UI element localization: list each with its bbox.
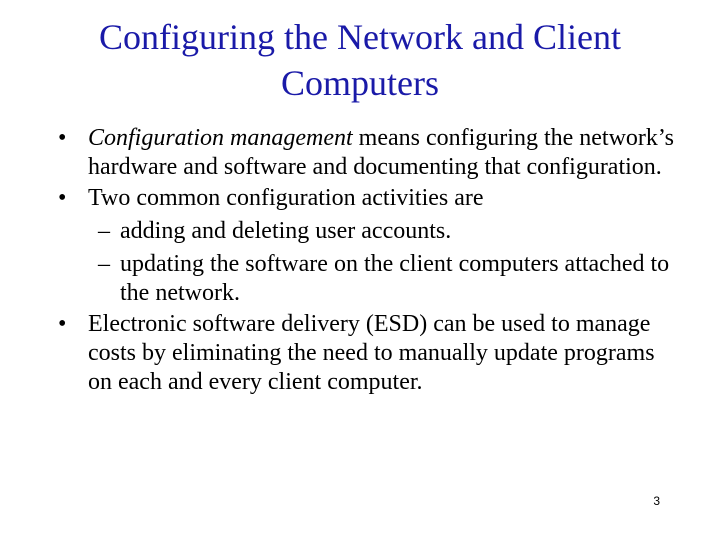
bullet-text: means configuring the network’s hardware and software and documenting that configuration. xyxy=(88,125,674,180)
bullet-text: Two common configuration activities are xyxy=(88,185,484,211)
bullet-list xyxy=(58,124,678,399)
bullet-emphasis: Configuration management xyxy=(88,125,353,151)
bullet-text: Electronic software delivery (ESD) can be used to manage costs by eliminating the need to manually update programs on each and every client computer. xyxy=(88,311,655,395)
dash-mark: – xyxy=(98,218,110,244)
bullet-common-activities xyxy=(58,184,678,213)
subbullet-user-accounts xyxy=(58,217,678,246)
bullet-esd xyxy=(58,310,678,397)
bullet-mark: • xyxy=(58,185,67,211)
bullet-mark: • xyxy=(58,311,67,337)
subbullet-software-updates xyxy=(58,250,678,308)
dash-mark: – xyxy=(98,251,110,277)
bullet-mark: • xyxy=(58,125,67,151)
slide-title: Configuring the Network and Client Computers xyxy=(99,17,621,103)
page-number: 3 xyxy=(653,494,660,508)
bullet-configuration-management xyxy=(58,124,678,182)
subbullet-text: adding and deleting user accounts. xyxy=(120,218,452,244)
subbullet-text: updating the software on the client computers attached to the network. xyxy=(120,251,670,306)
